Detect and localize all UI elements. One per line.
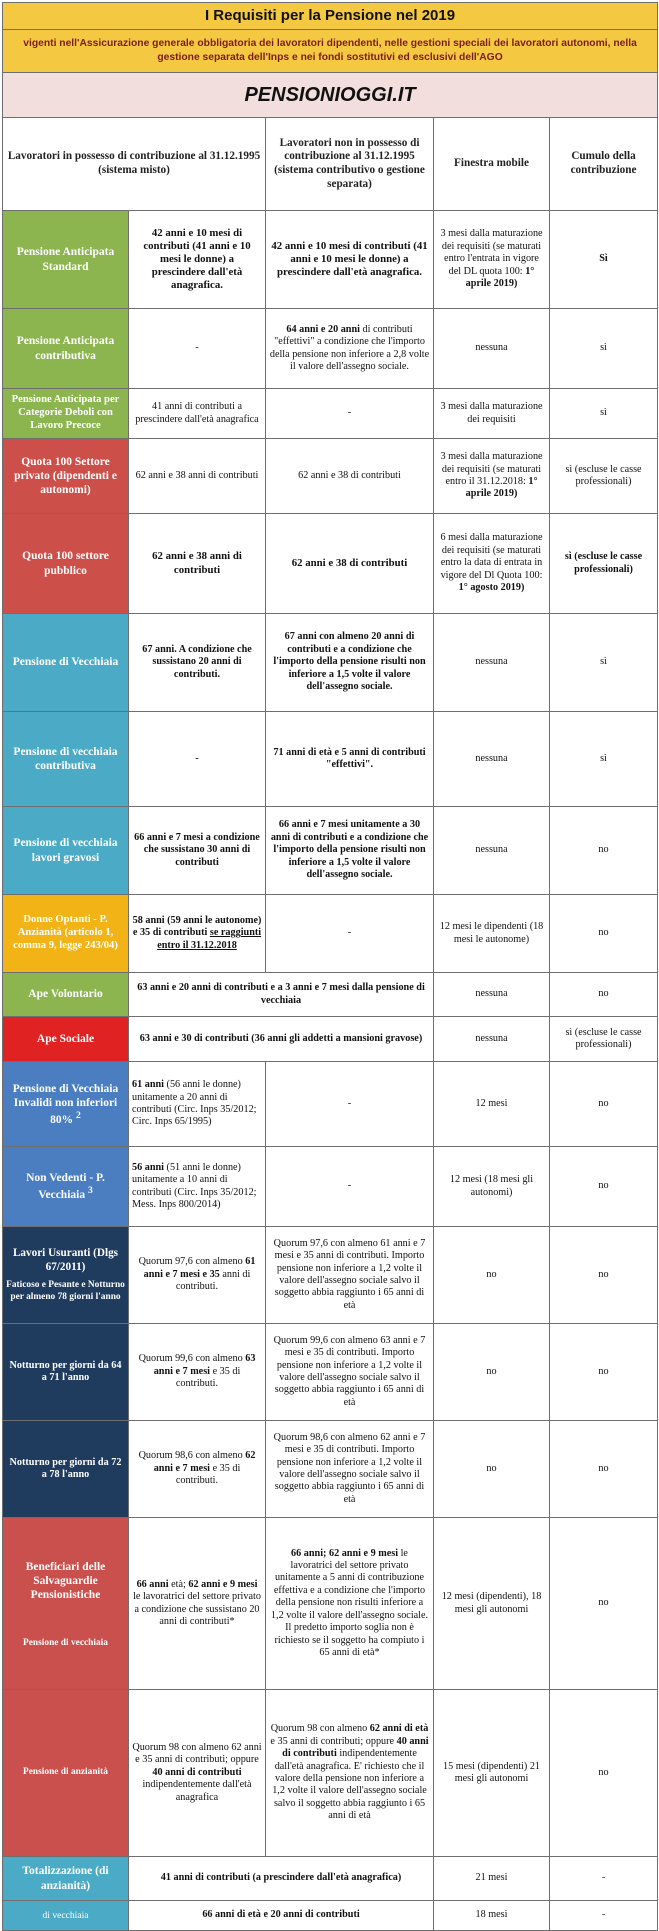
cell-text: Quorum 97,6 con almeno bbox=[138, 1256, 243, 1268]
page-subtitle: vigenti nell'Assicurazione generale obbligatoria dei lavoratori dipendenti, nelle gestioni speciali dei lavoratori autonomi, nella gestione separata dell'Inps e nei fondi sostitutivi ed esclusivi dell'AGO bbox=[3, 30, 658, 73]
cell-finestra: 21 mesi bbox=[434, 1857, 550, 1901]
cell-misto bbox=[129, 1518, 266, 1690]
cell-text-bold: 40 anni di contributi bbox=[282, 1735, 429, 1760]
cell-cumulo: no bbox=[550, 1227, 658, 1324]
row-label: Pensione di Vecchiaia bbox=[3, 614, 129, 712]
row-label: Pensione di vecchiaia contributiva bbox=[3, 712, 129, 807]
row-label: Pensione Anticipata Standard bbox=[3, 211, 129, 309]
cell-contributivo: Quorum 98,6 con almeno 62 anni e 7 mesi e 35 di contributi. Importo pensione non inferiore a 1,2 volte il valore dell'assegno sociale salvo il soggetto abbia raggiunto i 65 anni di età bbox=[266, 1421, 434, 1518]
row-label-text: Pensione di Vecchiaia Invalidi non inferiori 80% bbox=[12, 1082, 119, 1126]
cell-requisiti: 63 anni e 30 di contributi (36 anni gli addetti a mansioni gravose) bbox=[129, 1017, 434, 1062]
cell-cumulo: no bbox=[550, 807, 658, 895]
cell-requisiti: 63 anni e 20 anni di contributi e a 3 anni e 7 mesi dalla pensione di vecchiaia bbox=[129, 973, 434, 1017]
cell-text-bold: 40 anni di contributi bbox=[152, 1766, 242, 1778]
cell-cumulo: sì (escluse le casse professionali) bbox=[550, 514, 658, 614]
table-row bbox=[3, 1421, 658, 1518]
cell-misto: - bbox=[129, 309, 266, 389]
cell-text: 6 mesi dalla maturazione dei requisiti (se maturati entro la data di entrata in vigore del Dl Quota 100: bbox=[440, 532, 543, 581]
table-row bbox=[3, 389, 658, 439]
row-label: Donne Optanti - P. Anzianità (articolo 1, comma 9, legge 243/04) bbox=[3, 895, 129, 973]
row-label: Quota 100 settore pubblico bbox=[3, 514, 129, 614]
cell-finestra: nessuna bbox=[434, 309, 550, 389]
cell-contributivo: Quorum 97,6 con almeno 61 anni e 7 mesi e 35 anni di contributi. Importo pensione non inferiore a 1,2 volte il valore dell'assegno sociale salvo il soggetto abbia raggiunto i 65 anni di età bbox=[266, 1227, 434, 1324]
cell-text: Quorum 98 con almeno bbox=[270, 1723, 368, 1735]
page-title: I Requisiti per la Pensione nel 2019 bbox=[3, 3, 658, 30]
cell-contributivo bbox=[266, 1690, 434, 1857]
cell-contributivo bbox=[266, 309, 434, 389]
cell-finestra: no bbox=[434, 1421, 550, 1518]
cell-text: e 35 di contributi. bbox=[175, 1365, 241, 1390]
row-label: Totalizzazione (di anzianità) bbox=[3, 1857, 129, 1901]
row-label-text: Non Vedenti - P. Vecchiaia bbox=[26, 1172, 105, 1201]
cell-cumulo: no bbox=[550, 1690, 658, 1857]
cell-text: 3 mesi dalla maturazione dei requisiti (se maturati entro il 31.12.2018: bbox=[440, 451, 543, 487]
table-row bbox=[3, 1901, 658, 1931]
cell-text-bold: 1° agosto 2019) bbox=[458, 582, 525, 594]
table-row bbox=[3, 1324, 658, 1421]
cell-misto bbox=[129, 1690, 266, 1857]
cell-finestra: nessuna bbox=[434, 712, 550, 807]
cell-cumulo: sì bbox=[550, 712, 658, 807]
row-label: Notturno per giorni da 72 a 78 l'anno bbox=[3, 1421, 129, 1518]
cell-misto bbox=[129, 895, 266, 973]
cell-finestra bbox=[434, 439, 550, 514]
cell-contributivo: 62 anni e 38 di contributi bbox=[266, 514, 434, 614]
footnote-marker: 3 bbox=[87, 1185, 93, 1197]
footnote-marker: 2 bbox=[76, 1109, 81, 1121]
table-row bbox=[3, 309, 658, 389]
table-row bbox=[3, 1227, 658, 1324]
cell-cumulo: sì (escluse le casse professionali) bbox=[550, 439, 658, 514]
brand-logo: PENSIONIOGGI.IT bbox=[3, 73, 658, 118]
cell-misto bbox=[129, 1147, 266, 1227]
cell-text: Quorum 99,6 con almeno bbox=[138, 1353, 243, 1365]
table-row bbox=[3, 439, 658, 514]
cell-cumulo: Sì bbox=[550, 211, 658, 309]
cell-text-bold: 63 anni e 7 mesi bbox=[153, 1353, 256, 1377]
row-label: Pensione Anticipata per Categorie Deboli con Lavoro Precoce bbox=[3, 389, 129, 439]
cell-finestra: 12 mesi (18 mesi gli autonomi) bbox=[434, 1147, 550, 1227]
row-label: Quota 100 Settore privato (dipendenti e autonomi) bbox=[3, 439, 129, 514]
row-label-text: Lavori Usuranti (Dlgs 67/2011) bbox=[12, 1246, 119, 1273]
cell-text-bold: 64 anni e 20 anni bbox=[286, 323, 360, 335]
cell-finestra: nessuna bbox=[434, 1017, 550, 1062]
cell-text-bold: 62 anni e 7 mesi bbox=[153, 1450, 256, 1474]
cell-finestra: no bbox=[434, 1227, 550, 1324]
cell-misto bbox=[129, 1062, 266, 1147]
table-row bbox=[3, 973, 658, 1017]
row-label: Ape Volontario bbox=[3, 973, 129, 1017]
row-sublabel: Pensione di vecchiaia bbox=[23, 1637, 108, 1648]
cell-text: Quorum 98 con almeno 62 anni e 35 anni di contributi; oppure bbox=[132, 1741, 262, 1766]
cell-requisiti: 66 anni di età e 20 anni di contributi bbox=[129, 1901, 434, 1931]
cell-cumulo: no bbox=[550, 1421, 658, 1518]
table-row bbox=[3, 1857, 658, 1901]
row-label: Notturno per giorni da 64 a 71 l'anno bbox=[3, 1324, 129, 1421]
cell-misto: 41 anni di contributi a prescindere dall'età anagrafica bbox=[129, 389, 266, 439]
row-label bbox=[3, 1147, 129, 1227]
table-row bbox=[3, 211, 658, 309]
cell-text: (51 anni le donne) unitamente a 10 anni di contributi (Circ. Inps 35/2012; Mess. Inps 800/2014) bbox=[132, 1161, 257, 1210]
table-row bbox=[3, 1518, 658, 1690]
cell-contributivo: - bbox=[266, 1147, 434, 1227]
pension-requirements-sheet bbox=[2, 2, 657, 1921]
cell-text-bold: 1° aprile 2019) bbox=[465, 265, 535, 290]
cell-requisiti: 41 anni di contributi (a prescindere dall'età anagrafica) bbox=[129, 1857, 434, 1901]
cell-text: Quorum 98,6 con almeno bbox=[138, 1450, 243, 1462]
row-label: Pensione Anticipata contributiva bbox=[3, 309, 129, 389]
cell-finestra: nessuna bbox=[434, 973, 550, 1017]
cell-text: e 35 anni di contributi; oppure bbox=[270, 1735, 395, 1747]
cell-misto: 66 anni e 7 mesi a condizione che sussistano 30 anni di contributi bbox=[129, 807, 266, 895]
cell-text: indipendentemente dall'età anagrafica. E' richiesto che il valore della pensione non inferiore a 1,2 volte il valore dell'assegno sociale salvo il soggetto abbia raggiunto i 65 anni di età bbox=[272, 1748, 427, 1822]
cell-text-bold: 1° aprile 2019) bbox=[465, 476, 538, 500]
cell-misto: - bbox=[129, 712, 266, 807]
cell-contributivo: - bbox=[266, 389, 434, 439]
cell-contributivo: 62 anni e 38 di contributi bbox=[266, 439, 434, 514]
cell-text-bold: 56 anni bbox=[132, 1161, 164, 1173]
cell-text-bold: 62 anni di età bbox=[369, 1723, 429, 1735]
cell-text: indipendentemente dall'età anagrafica bbox=[142, 1779, 252, 1803]
cell-cumulo: sì (escluse le casse professionali) bbox=[550, 1017, 658, 1062]
cell-cumulo: sì bbox=[550, 614, 658, 712]
cell-text-underlined: se raggiunti entro il 31.12.2018 bbox=[157, 927, 262, 951]
cell-finestra bbox=[434, 211, 550, 309]
table-row bbox=[3, 514, 658, 614]
cell-contributivo: 42 anni e 10 mesi di contributi (41 anni e 10 mesi le donne) a prescindere dall'età anagrafica. bbox=[266, 211, 434, 309]
cell-cumulo: no bbox=[550, 1518, 658, 1690]
cell-text: le lavoratrici del settore privato a condizione che sussistano 20 anni di contributi* bbox=[133, 1591, 261, 1627]
cell-contributivo: - bbox=[266, 1062, 434, 1147]
cell-text: (56 anni le donne) unitamente a 20 anni di contributi (Circ. Inps 35/2012; Circ. Inps 65/1995) bbox=[132, 1079, 257, 1128]
cell-misto bbox=[129, 1324, 266, 1421]
cell-finestra: 12 mesi (dipendenti), 18 mesi gli autonomi bbox=[434, 1518, 550, 1690]
row-label: di vecchiaia bbox=[3, 1901, 129, 1931]
header-cumulo: Cumulo della contribuzione bbox=[550, 118, 658, 211]
table-row bbox=[3, 807, 658, 895]
cell-misto: 62 anni e 38 anni di contributi bbox=[129, 439, 266, 514]
cell-text-bold: 61 anni e 7 mesi e 35 bbox=[143, 1256, 256, 1280]
cell-contributivo bbox=[266, 1518, 434, 1690]
cell-cumulo: no bbox=[550, 1147, 658, 1227]
cell-text-bold: 62 anni e 9 mesi bbox=[188, 1578, 258, 1590]
cell-text-bold: 66 anni bbox=[136, 1578, 169, 1590]
cell-cumulo: no bbox=[550, 895, 658, 973]
row-label bbox=[3, 1227, 129, 1324]
cell-text: le lavoratrici del settore privato unitamente a 5 anni di contribuzione effettiva e a condizione che l'importo della pensione non risulti inferiore a 1,2 volte il valore dell'assegno sociale. Il predetto importo soglia non è richiesto se il soggetto ha compiuto i 65 anni di età* bbox=[270, 1547, 429, 1659]
cell-cumulo: sì bbox=[550, 389, 658, 439]
table-row bbox=[3, 1690, 658, 1857]
cell-finestra: nessuna bbox=[434, 614, 550, 712]
cell-contributivo: 71 anni di età e 5 anni di contributi "effettivi". bbox=[266, 712, 434, 807]
cell-contributivo: Quorum 99,6 con almeno 63 anni e 7 mesi e 35 di contributi. Importo pensione non inferiore a 1,2 volte il valore dell'assegno sociale salvo il soggetto abbia raggiunto i 65 anni di età bbox=[266, 1324, 434, 1421]
header-finestra-mobile: Finestra mobile bbox=[434, 118, 550, 211]
header-sistema-misto: Lavoratori in possesso di contribuzione al 31.12.1995 (sistema misto) bbox=[3, 118, 266, 211]
cell-finestra: no bbox=[434, 1324, 550, 1421]
table-row bbox=[3, 1062, 658, 1147]
requirements-table bbox=[2, 2, 658, 1931]
row-label bbox=[3, 1518, 129, 1690]
cell-cumulo: no bbox=[550, 1062, 658, 1147]
cell-cumulo: sì bbox=[550, 309, 658, 389]
cell-text: 58 anni (59 anni le autonome) e 35 di contributi bbox=[132, 914, 262, 939]
row-label: Pensione di vecchiaia lavori gravosi bbox=[3, 807, 129, 895]
cell-contributivo: 67 anni con almeno 20 anni di contributi e a condizione che l'importo della pensione risulti non inferiore a 1,5 volte il valore dell'assegno sociale. bbox=[266, 614, 434, 712]
cell-cumulo: no bbox=[550, 1324, 658, 1421]
cell-finestra: 12 mesi bbox=[434, 1062, 550, 1147]
cell-misto bbox=[129, 1421, 266, 1518]
cell-text-bold: 66 anni; 62 anni e 9 mesi bbox=[291, 1547, 399, 1559]
row-label: Ape Sociale bbox=[3, 1017, 129, 1062]
cell-text: e 35 di contributi. bbox=[175, 1462, 241, 1487]
row-sublabel: Faticoso e Pesante e Notturno per almeno 78 giorni l'anno bbox=[6, 1280, 125, 1302]
cell-finestra: 3 mesi dalla maturazione dei requisiti bbox=[434, 389, 550, 439]
cell-text: di contributi "effettivi" a condizione che l'importo della pensione non inferiore a 2,8 volte il valore dell'assegno sociale. bbox=[269, 323, 430, 372]
table-row bbox=[3, 895, 658, 973]
table-row bbox=[3, 1017, 658, 1062]
row-label: Pensione di anzianità bbox=[3, 1690, 129, 1857]
cell-cumulo: no bbox=[550, 973, 658, 1017]
cell-finestra: 15 mesi (dipendenti) 21 mesi gli autonomi bbox=[434, 1690, 550, 1857]
cell-contributivo: 66 anni e 7 mesi unitamente a 30 anni di contributi e a condizione che l'importo della pensione risulti non inferiore a 1,5 volte il valore dell'assegno sociale. bbox=[266, 807, 434, 895]
cell-finestra: nessuna bbox=[434, 807, 550, 895]
table-row bbox=[3, 712, 658, 807]
cell-text-bold: 61 anni bbox=[132, 1079, 164, 1091]
cell-cumulo: - bbox=[550, 1901, 658, 1931]
cell-misto: 62 anni e 38 anni di contributi bbox=[129, 514, 266, 614]
cell-misto bbox=[129, 1227, 266, 1324]
cell-contributivo: - bbox=[266, 895, 434, 973]
row-label-text: Beneficiari delle Salvaguardie Pensionistiche bbox=[25, 1560, 106, 1601]
cell-cumulo: - bbox=[550, 1857, 658, 1901]
cell-text: anni di contributi. bbox=[175, 1268, 251, 1293]
cell-misto: 42 anni e 10 mesi di contributi (41 anni e 10 mesi le donne) a prescindere dall'età anagrafica. bbox=[129, 211, 266, 309]
cell-finestra bbox=[434, 514, 550, 614]
header-sistema-contributivo: Lavoratori non in possesso di contribuzione al 31.12.1995 (sistema contributivo o gestione separata) bbox=[266, 118, 434, 211]
cell-misto: 67 anni. A condizione che sussistano 20 anni di contributi. bbox=[129, 614, 266, 712]
row-label bbox=[3, 1062, 129, 1147]
cell-finestra: 12 mesi le dipendenti (18 mesi le autonome) bbox=[434, 895, 550, 973]
cell-text: età; bbox=[171, 1578, 186, 1590]
cell-text: 3 mesi dalla maturazione dei requisiti (se maturati entro l'entrata in vigore del DL quota 100: bbox=[440, 228, 543, 277]
cell-finestra: 18 mesi bbox=[434, 1901, 550, 1931]
table-row bbox=[3, 614, 658, 712]
table-row bbox=[3, 1147, 658, 1227]
